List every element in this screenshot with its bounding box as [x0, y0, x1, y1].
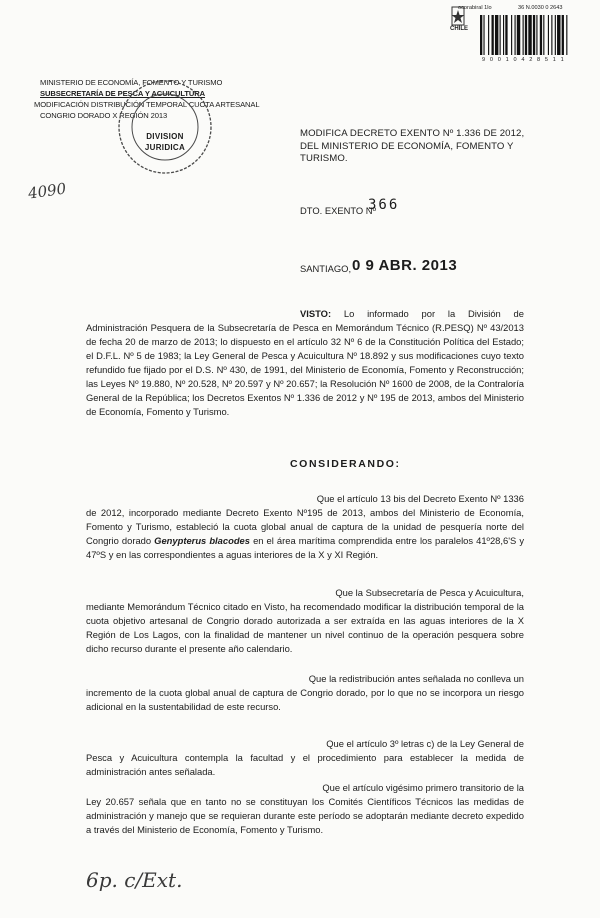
barcode-bars: [480, 15, 592, 55]
barcode-bar: [517, 15, 520, 55]
p5-body: Ley 20.657 señala que en tanto no se constituyan los Comités Científicos Técnicos las medidas de administración y manejo que se requieran durante este período se adoptarán mediante decreto expedido a través del Ministerio de Economía, Fomento y Turismo.: [86, 796, 524, 835]
visto-paragraph: [86, 307, 524, 419]
stamp-circle-icon: [116, 78, 214, 176]
barcode-bar: [557, 15, 560, 55]
p4-lead: Que el artículo 3º letras c) de la Ley General de: [326, 738, 524, 749]
header-congrio: CONGRIO DORADO X REGIÓN 2013: [40, 111, 168, 120]
barcode-bar: [500, 15, 501, 55]
date-city: SANTIAGO,: [300, 263, 352, 274]
considerando-paragraph-5: [86, 781, 524, 837]
barcode-bar: [492, 15, 494, 55]
barcode-bar: [536, 15, 537, 55]
barcode-bar: [540, 15, 542, 55]
considerando-paragraph-1: [86, 492, 524, 562]
p4-body: Pesca y Acuicultura contempla la facultad y el procedimiento para establecer la medida de administración antes señalada.: [86, 752, 524, 777]
barcode-bar: [523, 15, 524, 55]
barcode-bar: [548, 15, 549, 55]
p5-lead: Que el artículo vigésimo primero transitorio de la: [322, 782, 524, 793]
barcode-bar: [505, 15, 507, 55]
considerando-paragraph-2: [86, 586, 524, 656]
header-ministry: MINISTERIO DE ECONOMÍA, FOMENTO Y TURISMO: [40, 78, 223, 87]
barcode-bar: [503, 15, 504, 55]
p2-body: mediante Memorándum Técnico citado en Visto, ha recomendado modificar la distribución temporal de la cuota objetivo artesanal de Congrio dorado autorizada a ser extraída en las aguas interiores de la X Región de Los Lagos, con la finalidad de mantener un nivel continuo de la operación pesquera sobre dicho recurso durante el presente año calendario.: [86, 601, 524, 654]
p3-lead: Que la redistribución antes señalada no conlleva un: [308, 673, 524, 684]
p1-body: [86, 506, 524, 562]
decree-number-value: 366: [368, 197, 400, 213]
barcode-bar: [555, 15, 556, 55]
barcode-bar: [488, 15, 489, 55]
handwritten-footer-note: 6p. c/Ext.: [86, 868, 183, 892]
division-juridica-stamp: [116, 78, 214, 176]
considerando-paragraph-3: [86, 672, 524, 714]
visto-label: VISTO:: [300, 308, 332, 319]
barcode-bar: [511, 15, 512, 55]
barcode-bar: [562, 15, 564, 55]
visto-text: Lo informado por la División de Administración Pesquera de la Subsecretaría de Pesca en Memorándum Técnico (R.PESQ) Nº 43/2013 de fecha 20 de marzo de 2013; lo dispuesto en el artículo 32 Nº 6 de la Constitución Política del Estado; el D.F.L. Nº 5 de 1983; la Ley General de Pesca y Acuicultura Nº 18.892 y sus modificaciones cuyo texto refundido fue fijado por el D.S. Nº 430, de 1991, del Ministerio de Economía, Fomento y Reconstrucción; las Leyes Nº 19.880, Nº 20.528, Nº 20.597 y Nº 20.657; la Resolución Nº 1600 de 2008, de la Contraloría General de la República; los Decretos Exentos Nº 1.336 de 2012 y Nº 195 de 2013, ambos del Ministerio de Economía, Fomento y Turismo.: [86, 308, 524, 417]
barcode-bar: [551, 15, 552, 55]
barcode-top-right-code: 36 N.0030 0 2643: [518, 5, 563, 11]
stamp-line-division: DIVISION: [146, 132, 184, 141]
barcode-bar: [528, 15, 531, 55]
decree-title-line3: TURISMO.: [300, 153, 348, 164]
handwritten-margin-number: 4090: [26, 179, 68, 203]
barcode-bottom-code: 9 0 0 1 0 4 2 8 5 1 1: [482, 57, 566, 63]
p2-lead: Que la Subsecretaría de Pesca y Acuicultura,: [335, 587, 524, 598]
header-modificacion: MODIFICACIÓN DISTRIBUCIÓN TEMPORAL CUOTA ARTESANAL: [34, 100, 260, 109]
barcode-bar: [533, 15, 535, 55]
decree-title: [300, 128, 540, 166]
p1-species: Genypterus blacodes: [154, 535, 250, 546]
decree-number-label: DTO. EXENTO Nº: [300, 205, 377, 216]
barcode-bar: [480, 15, 482, 55]
considerando-heading: CONSIDERANDO:: [290, 458, 401, 470]
barcode-top-left-code: ocorabiral 1lo: [458, 5, 492, 11]
decree-title-line2: DEL MINISTERIO DE ECONOMÍA, FOMENTO Y: [300, 140, 514, 152]
barcode-bar: [495, 15, 498, 55]
barcode-bar: [566, 15, 567, 55]
barcode-bar: [525, 15, 527, 55]
barcode-bar: [543, 15, 544, 55]
header-subsecretaria: SUBSECRETARÍA DE PESCA Y ACUICULTURA: [40, 89, 206, 98]
p3-body: incremento de la cuota global anual de captura de Congrio dorado, por lo que no se incorpora un riesgo adicional en la sustentabilidad de este recurso.: [86, 687, 524, 712]
decree-title-line1: MODIFICA DECRETO EXENTO Nº 1.336 DE 2012,: [300, 128, 525, 139]
p1-lead: Que el artículo 13 bis del Decreto Exento Nº 1336: [316, 493, 524, 504]
p1-text-a: de 2012, incorporado mediante Decreto Exento Nº195 de 2013, ambos del Ministerio de Economía, Fomento y Turismo, estableció la cuota global anual de captura de la unidad de pesquería norte del Congrio dorado: [86, 507, 524, 546]
barcode-bar: [515, 15, 516, 55]
stamp-line-juridica: JURIDICA: [144, 143, 186, 152]
chile-label: CHILE: [450, 26, 468, 32]
date-value: 0 9 ABR. 2013: [352, 257, 458, 274]
p1-text-b: en el área marítima comprendida entre los paralelos 41º28,6'S y 47ºS y en las correspondientes a aguas interiores de la X y XI Región.: [86, 535, 525, 560]
considerando-paragraph-4: [86, 737, 524, 779]
barcode-bar: [483, 15, 484, 55]
